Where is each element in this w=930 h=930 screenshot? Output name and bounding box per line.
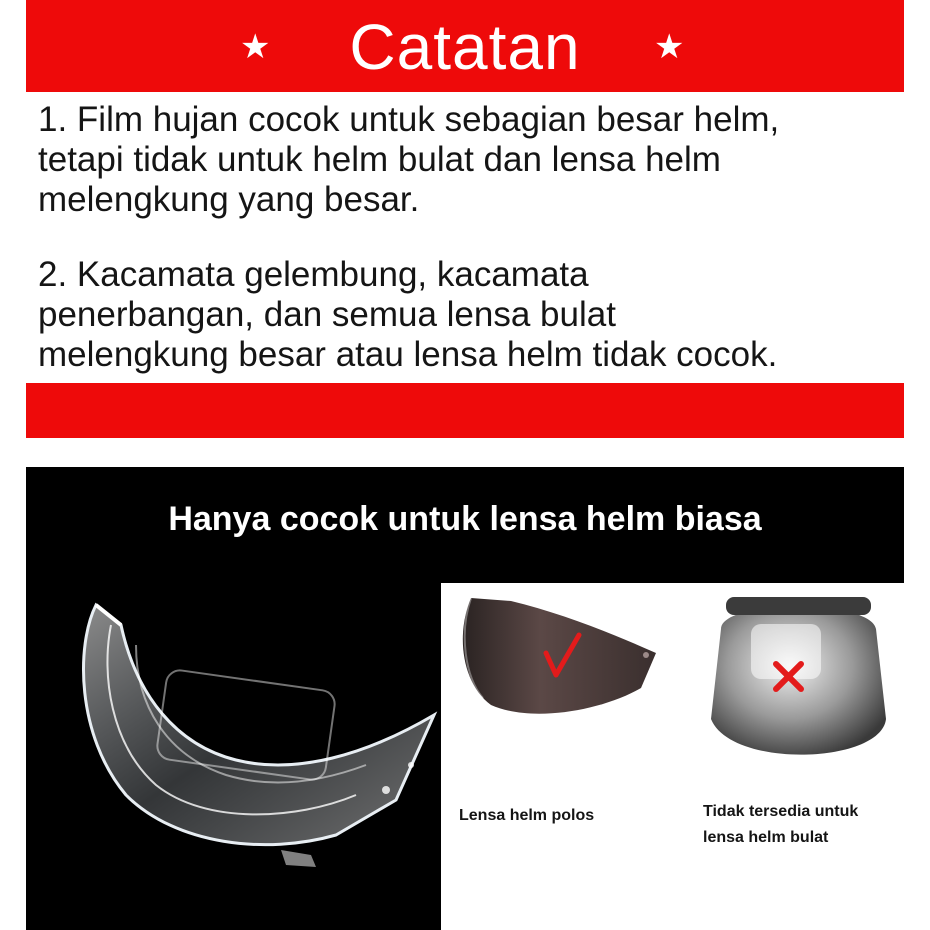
panel-title: Hanya cocok untuk lensa helm biasa [168,500,762,538]
red-divider-bar [26,383,904,438]
regular-lens-caption: Lensa helm polos [459,807,595,824]
bubble-lens-image [691,589,901,779]
title-banner [26,0,904,92]
page-title: Catatan [349,11,581,83]
note-item: 2. Kacamata gelembung, kacamata penerbangan, dan semua lensa bulat melengkung besar atau lensa helm tidak cocok. [38,255,778,374]
notes-list [38,100,918,375]
regular-lens-image [451,593,661,723]
note-item: 1. Film hujan cocok untuk sebagian besar helm, tetapi tidak untuk helm bulat dan lensa helm melengkung yang besar. [38,100,780,219]
clear-visor-image [66,585,446,875]
star-icon: ★ [654,28,685,66]
star-icon: ★ [240,28,271,66]
bubble-lens-caption: Tidak tersedia untuk lensa helm bulat [703,803,859,846]
lens-comparison-card [441,583,918,930]
compatibility-panel [26,467,904,930]
